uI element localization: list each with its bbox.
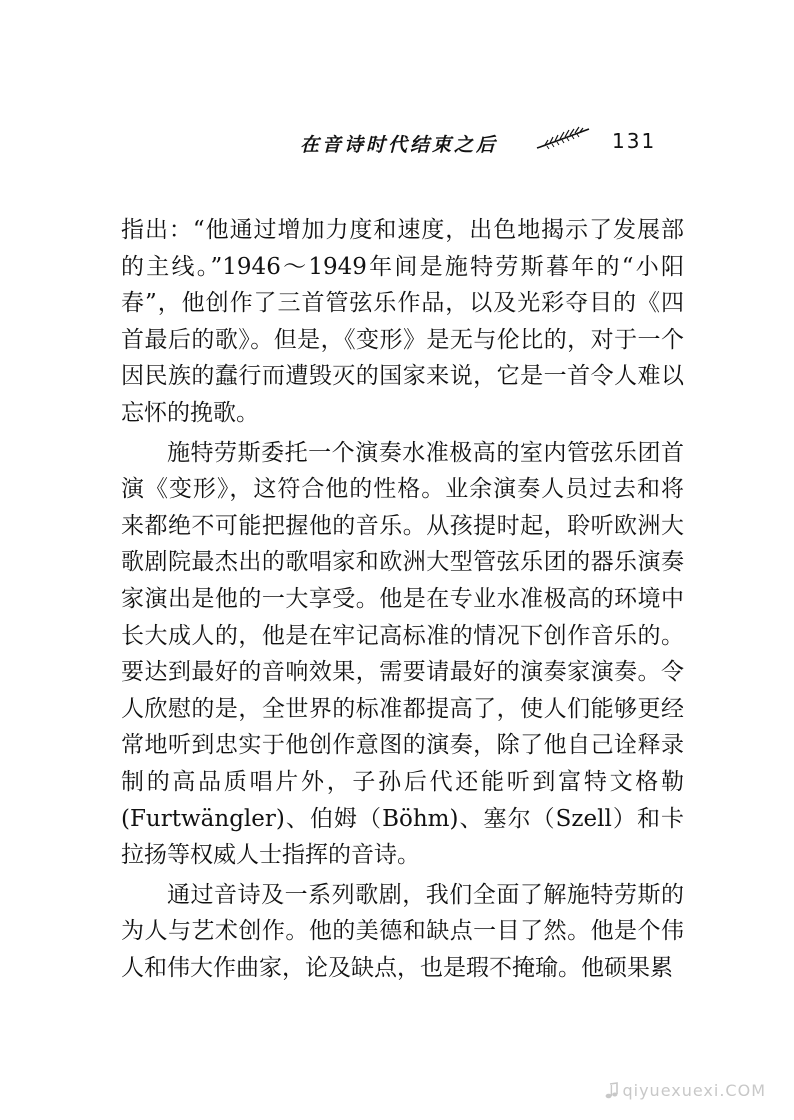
- feather-ornament-icon: [535, 126, 591, 152]
- watermark-text: qiyuexuexi.COM: [622, 1081, 766, 1100]
- paragraph-1: 指出：“他通过增加力度和速度，出色地揭示了发展部的主线。”1946～1949年间是施特劳斯暮年的“小阳春”，他创作了三首管弦乐作品，以及光彩夺目的《四首最后的歌》。但是，《变形》是无与伦比的，对于一个因民族的蠢行而遭毁灭的国家来说，它是一首令人难以忘怀的挽歌。: [121, 217, 684, 426]
- paragraph-3: 通过音诗及一系列歌剧，我们全面了解施特劳斯的为人与艺术创作。他的美德和缺点一目了然。他是个伟人和伟大作曲家，论及缺点，也是瑕不掩瑜。他硕果累: [121, 881, 684, 981]
- music-note-icon: [605, 1082, 619, 1100]
- site-watermark: [605, 1081, 766, 1100]
- paragraph-2: 施特劳斯委托一个演奏水准极高的室内管弦乐团首演《变形》，这符合他的性格。业余演奏人员过去和将来都绝不可能把握他的音乐。从孩提时起，聆听欧洲大歌剧院最杰出的歌唱家和欧洲大型管弦乐团的器乐演奏家演出是他的一大享受。他是在专业水准极高的环境中长大成人的，他是在牢记高标准的情况下创作音乐的。要达到最好的音响效果，需要请最好的演奏家演奏。令人欣慰的是，全世界的标准都提高了，使人们能够更经常地听到忠实于他创作意图的演奏，除了他自己诠释录制的高品质唱片外，子孙后代还能听到富特文格勒(Furtwängler)、伯姆（Böhm)、塞尔（Szell）和卡拉扬等权威人士指挥的音诗。: [121, 439, 684, 869]
- running-header: [300, 126, 680, 158]
- running-header-title: 在音诗时代结束之后: [300, 134, 499, 156]
- page-number: 131: [612, 129, 657, 153]
- body-text: [121, 212, 684, 989]
